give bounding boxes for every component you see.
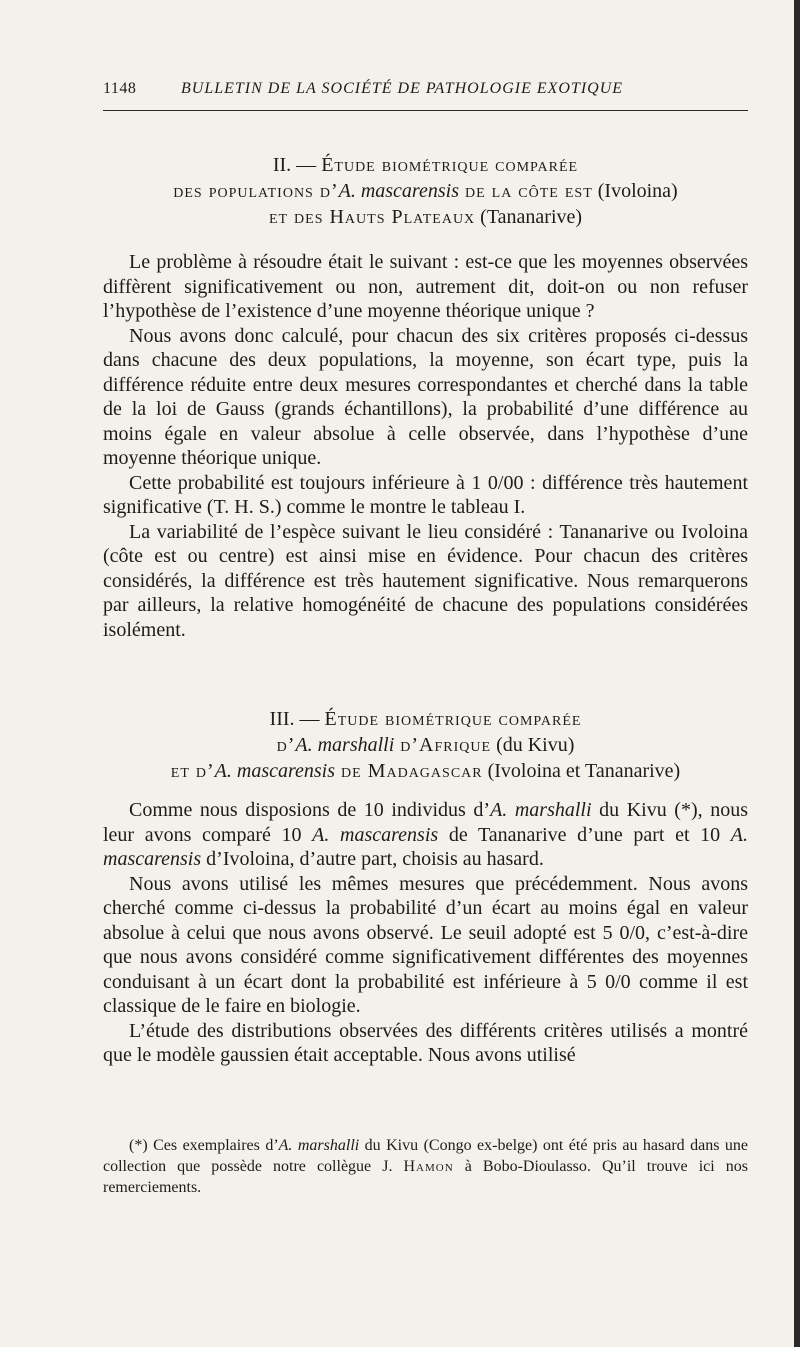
paragraph: Nous avons utilisé les mêmes mesures que précédemment. Nous avons cherché comme ci-dessus la probabilité d’un écart au moins égal en valeur absolue à celui que nous avons observé. Le seuil adopté est 5 0/0, c’est-à-dire que nous avons considéré comme significativement différentes des moyennes conduisant à un écart dont la probabilité est inférieure à 5 0/0 comme il est classique de le faire en biologie. <box>103 872 748 1017</box>
page-number: 1148 <box>103 80 137 97</box>
section-3-body <box>103 798 748 1068</box>
section-2-heading <box>103 152 748 230</box>
paragraph: Cette probabilité est toujours inférieure à 1 0/00 : différence très hautement significative (T. H. S.) comme le montre le tableau I. <box>103 471 748 518</box>
section-2-heading-line-1: II. — Étude biométrique comparée <box>272 154 579 176</box>
paragraph: La variabilité de l’espèce suivant le lieu considéré : Tananarive ou Ivoloina (côte est ou centre) est ainsi mise en évidence. Pour chacun des critères considérés, la différence est très hautement significative. Nous remarquerons par ailleurs, la relative homogénéité de chacune des populations considérées isolément. <box>103 520 748 641</box>
section-3-heading-line-1: III. — Étude biométrique comparée <box>269 708 582 730</box>
running-header <box>103 80 748 98</box>
section-3-heading-line-3: et d’A. mascarensis de Madagascar (Ivoloina et Tananarive) <box>170 760 681 782</box>
paragraph: Comme nous disposions de 10 individus d’A. marshalli du Kivu (*), nous leur avons comparé 10 A. mascarensis de Tananarive d’une part et 10 A. mascarensis d’Ivoloina, d’autre part, choisis au hasard. <box>103 799 749 870</box>
paragraph: Nous avons donc calculé, pour chacun des six critères proposés ci-dessus dans chacune des deux populations, la moyenne, son écart type, puis la différence réduite entre deux mesures correspondantes et cherché dans la table de la loi de Gauss (grands échantillons), la probabilité d’une différence au moins égale en valeur absolue à celle observée, dans l’hypothèse d’une moyenne théorique unique. <box>103 324 748 469</box>
section-2-body <box>103 250 748 642</box>
journal-title: BULLETIN DE LA SOCIÉTÉ DE PATHOLOGIE EXOTIQUE <box>181 80 624 97</box>
footnote: (*) Ces exemplaires d’A. marshalli du Kivu (Congo ex-belge) ont été pris au hasard dans une collection que possède notre collègue J. Hamon à Bobo-Dioulasso. Qu’il trouve ici nos remerciements. <box>103 1137 749 1196</box>
paragraph: Le problème à résoudre était le suivant : est-ce que les moyennes observées diffèrent significativement ou non, autrement dit, doit-on ou non refuser l’hypothèse de l’existence d’une moyenne théorique unique ? <box>103 251 748 322</box>
page-edge-shadow <box>794 0 800 1347</box>
section-3-heading-line-2: d’A. marshalli d’Afrique (du Kivu) <box>276 734 575 756</box>
section-3-heading <box>103 706 748 784</box>
section-2-heading-line-3: et des Hauts Plateaux (Tananarive) <box>268 206 583 228</box>
paragraph: L’étude des distributions observées des différents critères utilisés a montré que le modèle gaussien était acceptable. Nous avons utilisé <box>103 1019 748 1066</box>
section-2-heading-line-2: des populations d’A. mascarensis de la côte est (Ivoloina) <box>173 180 678 202</box>
header-rule <box>103 110 748 111</box>
